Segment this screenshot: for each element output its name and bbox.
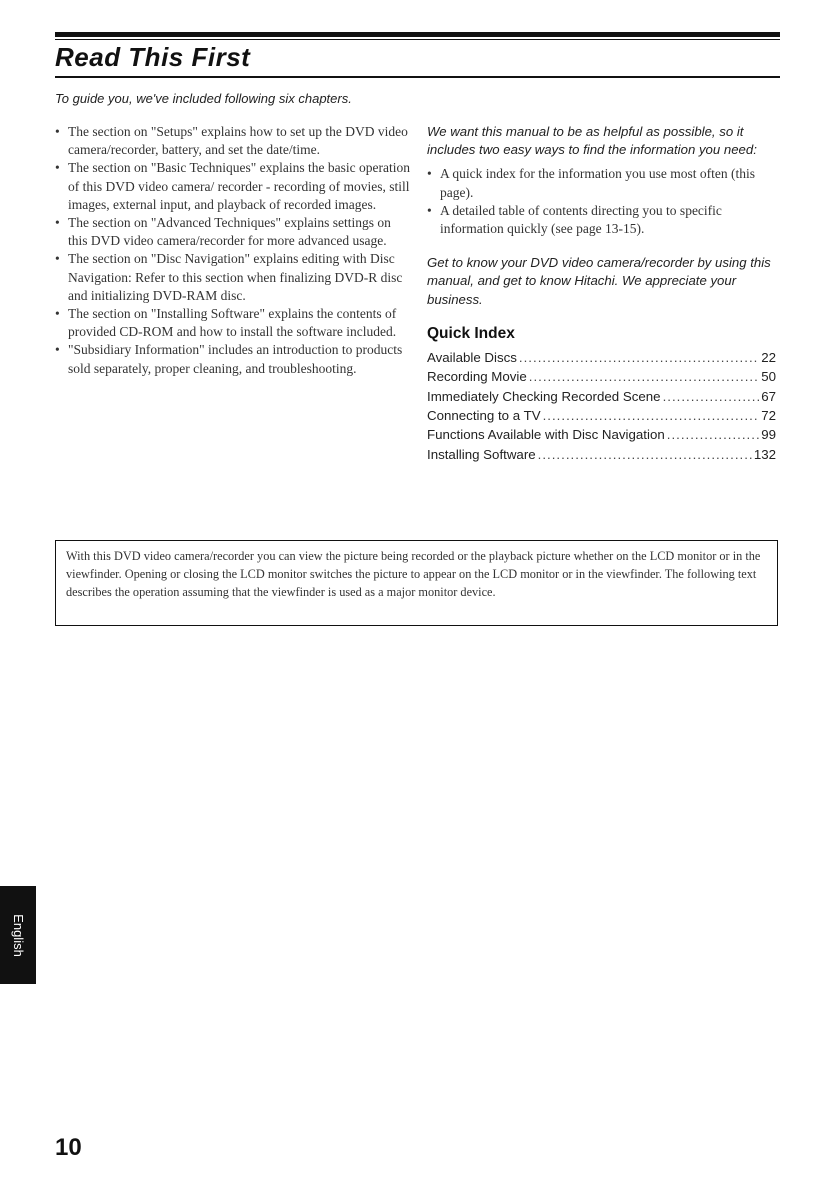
- leader-dots: [538, 445, 752, 464]
- top-rule-thin: [55, 39, 780, 40]
- top-rule-thick: [55, 32, 780, 37]
- quick-index-label: Installing Software: [427, 446, 536, 462]
- leader-dots: [543, 406, 760, 425]
- chapter-list-column: [55, 123, 410, 378]
- helpful-column: [427, 123, 782, 464]
- leader-dots: [519, 348, 759, 367]
- chapter-item-setups: • The section on "Setups" explains how to set up the DVD video camera/recorder, battery, and set the date/time.: [55, 123, 410, 159]
- helpful-item-table-of-contents: • A detailed table of contents directing you to specific information quickly (see page 13-15).: [427, 202, 782, 238]
- quick-index-page: 72: [761, 408, 776, 424]
- quick-index-label: Available Discs: [427, 349, 517, 365]
- helpful-list: [427, 165, 782, 238]
- quick-index-label: Recording Movie: [427, 369, 527, 385]
- chapter-list: [55, 123, 410, 378]
- quick-index-list: [427, 348, 782, 464]
- quick-index-page: 99: [761, 427, 776, 443]
- quick-index-label: Connecting to a TV: [427, 408, 541, 424]
- quick-index-entry[interactable]: [427, 387, 776, 406]
- quick-index-heading: Quick Index: [427, 324, 515, 342]
- page-title: Read This First: [55, 42, 251, 72]
- leader-dots: [667, 425, 759, 444]
- quick-index-page: 67: [761, 388, 776, 404]
- chapter-item-subsidiary-information: • "Subsidiary Information" includes an introduction to products sold separately, proper cleaning, and troubleshooting.: [55, 341, 410, 377]
- quick-index-label: Immediately Checking Recorded Scene: [427, 388, 661, 404]
- helpful-lead: We want this manual to be as helpful as possible, so it includes two easy ways to find the information you need:: [427, 124, 757, 158]
- helpful-closing: Get to know your DVD video camera/recorder by using this manual, and get to know Hitachi. We appreciate your business.: [427, 255, 771, 307]
- helpful-item-quick-index: • A quick index for the information you use most often (this page).: [427, 165, 782, 201]
- quick-index-entry[interactable]: [427, 348, 776, 367]
- quick-index-page: 22: [761, 349, 776, 365]
- quick-index-page: 50: [761, 369, 776, 385]
- quick-index-page: 132: [753, 446, 776, 462]
- quick-index-entry[interactable]: [427, 367, 776, 386]
- viewfinder-note-box: With this DVD video camera/recorder you can view the picture being recorded or the playback picture whether on the LCD monitor or in the viewfinder. Opening or closing the LCD monitor switches the picture to appear on the LCD monitor or in the viewfinder. The following text describes the operation assuming that the viewfinder is used as a major monitor device.: [55, 540, 778, 626]
- leader-dots: [529, 367, 759, 386]
- chapter-item-disc-navigation: • The section on "Disc Navigation" explains editing with Disc Navigation: Refer to this section when finalizing DVD-R disc and initializing DVD-RAM disc.: [55, 250, 410, 305]
- page-number: 10: [55, 1134, 82, 1161]
- chapter-item-installing-software: • The section on "Installing Software" explains the contents of provided CD-ROM and how to install the software included.: [55, 305, 410, 341]
- quick-index-label: Functions Available with Disc Navigation: [427, 427, 665, 443]
- quick-index-entry[interactable]: [427, 406, 776, 425]
- leader-dots: [663, 387, 760, 406]
- chapter-item-advanced-techniques: • The section on "Advanced Techniques" explains settings on this DVD video camera/recorder for more advanced usage.: [55, 214, 410, 250]
- quick-index-entry[interactable]: [427, 445, 776, 464]
- quick-index-entry[interactable]: [427, 425, 776, 444]
- chapter-item-basic-techniques: • The section on "Basic Techniques" explains the basic operation of this DVD video camera/ recorder - recording of movies, still images, external input, and playback of recorded images.: [55, 159, 410, 214]
- title-rule: [55, 76, 780, 78]
- intro-text: To guide you, we've included following six chapters.: [55, 91, 352, 106]
- language-tab: [0, 886, 36, 984]
- language-tab-label: English: [10, 913, 26, 957]
